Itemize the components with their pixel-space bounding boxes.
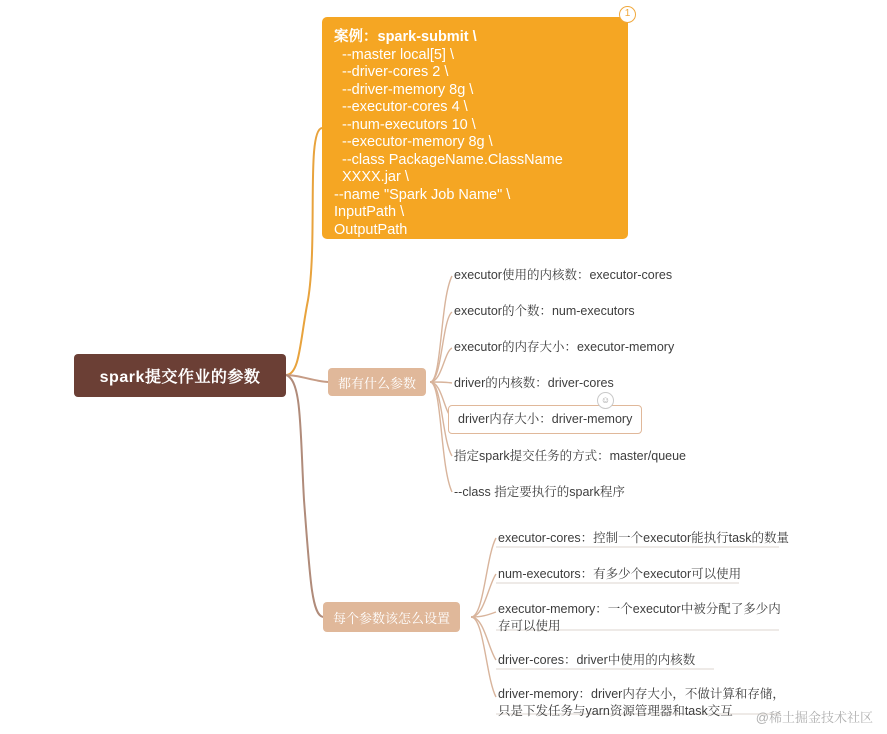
branch-node-params-label: 都有什么参数: [338, 375, 417, 391]
leaf-settings-0[interactable]: executor-cores：控制一个executor能执行task的数量: [498, 531, 790, 545]
branch-node-params[interactable]: [328, 368, 426, 396]
leaf-settings-3[interactable]: driver-cores：driver中使用的内核数: [498, 653, 696, 667]
leaf-params-0[interactable]: executor使用的内核数：executor-cores: [454, 268, 673, 282]
case-line-1: --master local[5] \: [342, 46, 454, 63]
smiley-icon[interactable]: ☺: [597, 392, 614, 409]
leaf-params-6[interactable]: --class 指定要执行的spark程序: [454, 485, 625, 499]
case-line-3: --driver-memory 8g \: [342, 81, 474, 98]
case-line-9: InputPath \: [334, 204, 405, 220]
leaf-params-4[interactable]: driver内存大小：driver-memory: [448, 405, 642, 434]
case-line-10: OutputPath: [334, 221, 408, 238]
case-line-7: --class PackageName.ClassName XXXX.jar \: [342, 151, 563, 185]
root-node-label: spark提交作业的参数: [99, 369, 261, 386]
case-line-4: --executor-cores 4 \: [342, 99, 468, 115]
case-line-0: 案例：spark-submit \: [334, 29, 477, 45]
watermark: @稀土掘金技术社区: [755, 710, 873, 725]
case-note-badge[interactable]: 1: [619, 6, 636, 23]
leaf-params-1[interactable]: executor的个数：num-executors: [454, 304, 635, 318]
case-line-5: --num-executors 10 \: [342, 116, 476, 133]
leaf-settings-1[interactable]: num-executors：有多少个executor可以使用: [498, 567, 742, 581]
case-line-8: --name "Spark Job Name" \: [334, 186, 511, 203]
case-note-box[interactable]: [322, 17, 628, 239]
leaf-params-2[interactable]: executor的内存大小：executor-memory: [454, 340, 675, 354]
leaf-params-3[interactable]: driver的内核数：driver-cores: [454, 376, 614, 390]
case-line-2: --driver-cores 2 \: [342, 64, 449, 80]
branch-node-settings[interactable]: [323, 602, 460, 632]
case-line-6: --executor-memory 8g \: [342, 134, 493, 150]
leaf-settings-4[interactable]: driver-memory：driver内存大小，不做计算和存储，只是下发任务与yarn资源管理器和task交互: [498, 687, 785, 718]
root-node[interactable]: [74, 354, 286, 397]
leaf-settings-2[interactable]: executor-memory：一个executor中被分配了多少内存可以使用: [498, 602, 781, 633]
branch-node-settings-label: 每个参数该怎么设置: [333, 610, 451, 626]
leaf-params-5[interactable]: 指定spark提交任务的方式：master/queue: [454, 449, 687, 463]
